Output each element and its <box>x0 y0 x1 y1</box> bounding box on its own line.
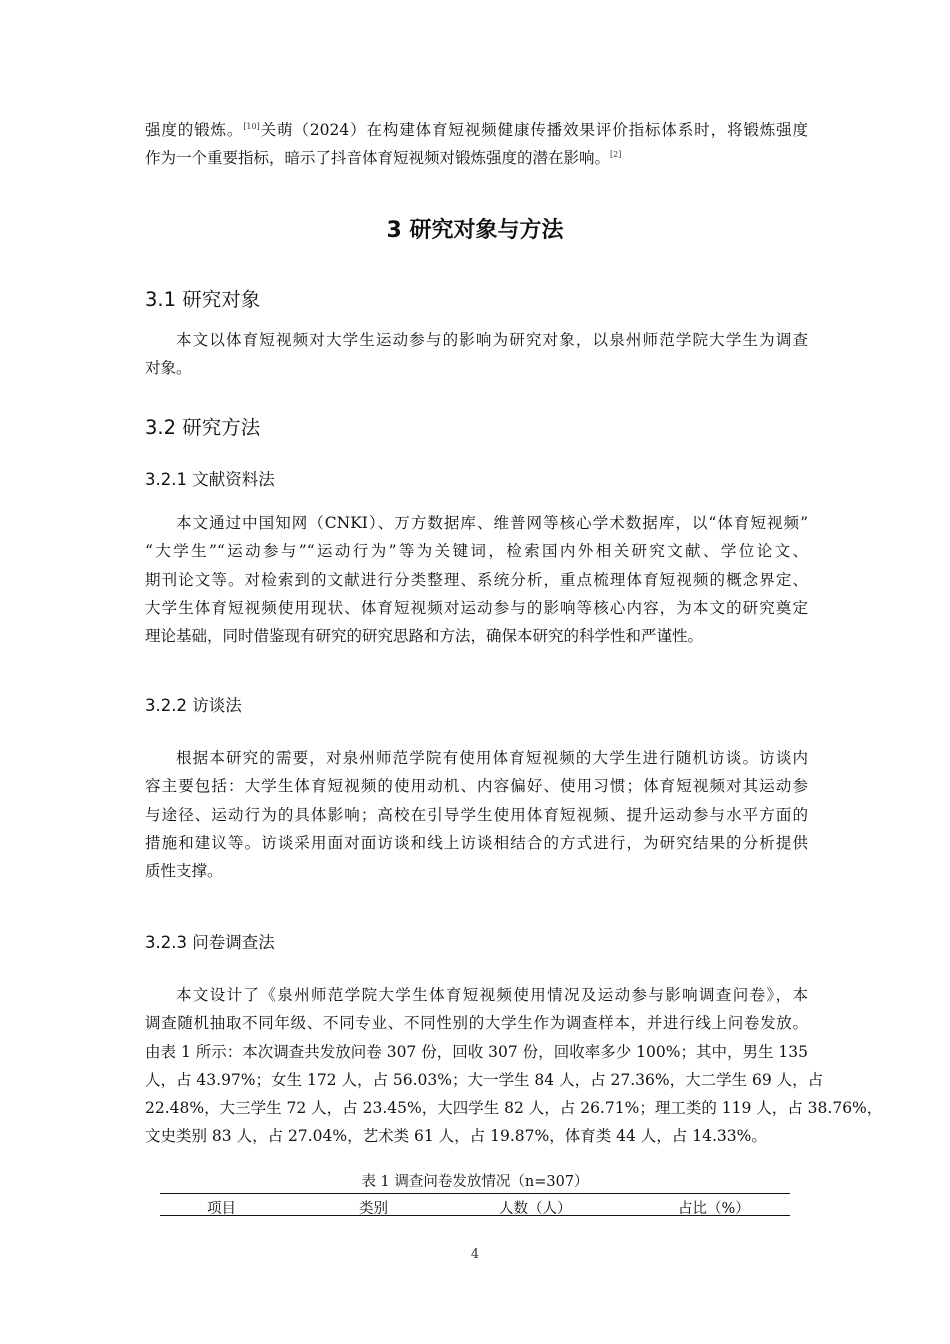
table-header-cell: 项目 <box>207 1201 236 1217</box>
page-number: 4 <box>470 1247 480 1262</box>
subsection-heading-3-2-3: 3.2.3 问卷调查法 <box>145 933 275 952</box>
table-header-cell: 人数（人） <box>499 1201 572 1217</box>
section-3-2-2-paragraph <box>145 744 808 885</box>
paragraph-line: 本文通过中国知网（CNKI）、万方数据库、维普网等核心学术数据库，以“体育短视频” <box>176 514 808 532</box>
subsection-heading-3-2-2: 3.2.2 访谈法 <box>145 696 242 715</box>
paragraph-line: 理论基础，同时借鉴现有研究的研究思路和方法，确保本研究的科学性和严谨性。 <box>145 627 704 646</box>
table-caption: 表 1 调查问卷发放情况（n=307） <box>361 1174 589 1190</box>
section-3-2-1-paragraph <box>145 509 808 650</box>
paragraph-line: “大学生”“运动参与”“运动行为”等为关键词，检索国内外相关研究文献、学位论文、 <box>145 542 808 561</box>
continued-paragraph <box>145 116 808 173</box>
paragraph-line: 对象。 <box>145 359 192 378</box>
table-header-cell: 占比（%） <box>678 1201 750 1217</box>
paragraph-line: 由表 1 所示：本次调查共发放问卷 307 份，回收 307 份，回收率多少 100%；其中，男生 135 <box>145 1042 808 1061</box>
section-heading-3-1: 3.1 研究对象 <box>145 288 261 311</box>
paragraph-line: 人，占 43.97%；女生 172 人，占 56.03%；大一学生 84 人，占 27.36%，大二学生 69 人，占 <box>145 1070 824 1089</box>
paragraph-line: 调查随机抽取不同年级、不同专业、不同性别的大学生作为调查样本，并进行线上问卷发放。 <box>145 1014 808 1033</box>
paragraph-line: 措施和建议等。访谈采用面对面访谈和线上访谈相结合的方式进行，为研究结果的分析提供 <box>145 833 808 852</box>
paragraph-line: 与途径、运动行为的具体影响；高校在引导学生使用体育短视频、提升运动参与水平方面的 <box>145 805 808 824</box>
paragraph-line: 大学生体育短视频使用现状、体育短视频对运动参与的影响等核心内容，为本文的研究奠定 <box>145 598 808 617</box>
paragraph-line: 期刊论文等。对检索到的文献进行分类整理、系统分析，重点梳理体育短视频的概念界定、 <box>145 570 808 589</box>
paragraph-line: 质性支撑。 <box>145 862 223 881</box>
paragraph-line: 22.48%，大三学生 72 人，占 23.45%，大四学生 82 人，占 26.71%；理工类的 119 人，占 38.76%， <box>145 1099 883 1118</box>
chapter-title: 3 研究对象与方法 <box>386 218 564 243</box>
section-heading-3-2: 3.2 研究方法 <box>145 416 261 439</box>
section-3-1-paragraph <box>145 326 808 383</box>
table-header-cell: 类别 <box>359 1201 388 1217</box>
paragraph-line: 文史类别 83 人，占 27.04%，艺术类 61 人，占 19.87%，体育类 44 人，占 14.33%。 <box>145 1127 767 1146</box>
paragraph-line: 本文以体育短视频对大学生运动参与的影响为研究对象，以泉州师范学院大学生为调查 <box>176 331 808 349</box>
paragraph-line: 容主要包括：大学生体育短视频的使用动机、内容偏好、使用习惯；体育短视频对其运动参 <box>145 777 808 796</box>
paragraph-line: 作为一个重要指标，暗示了抖音体育短视频对锻炼强度的潜在影响。[2] <box>145 149 622 168</box>
paragraph-line: 强度的锻炼。[10]关萌（2024）在构建体育短视频健康传播效果评价指标体系时，将锻炼强度 <box>145 121 808 139</box>
table-top-rule <box>160 1193 790 1194</box>
citation-ref[interactable]: [10] <box>243 122 260 131</box>
paragraph-line: 本文设计了《泉州师范学院大学生体育短视频使用情况及运动参与影响调查问卷》，本 <box>176 986 808 1004</box>
citation-ref[interactable]: [2] <box>610 150 622 160</box>
paragraph-line: 根据本研究的需要，对泉州师范学院有使用体育短视频的大学生进行随机访谈。访谈内 <box>176 749 808 767</box>
section-3-2-3-paragraph <box>145 981 883 1151</box>
table-header-rule <box>160 1215 790 1216</box>
subsection-heading-3-2-1: 3.2.1 文献资料法 <box>145 470 275 489</box>
